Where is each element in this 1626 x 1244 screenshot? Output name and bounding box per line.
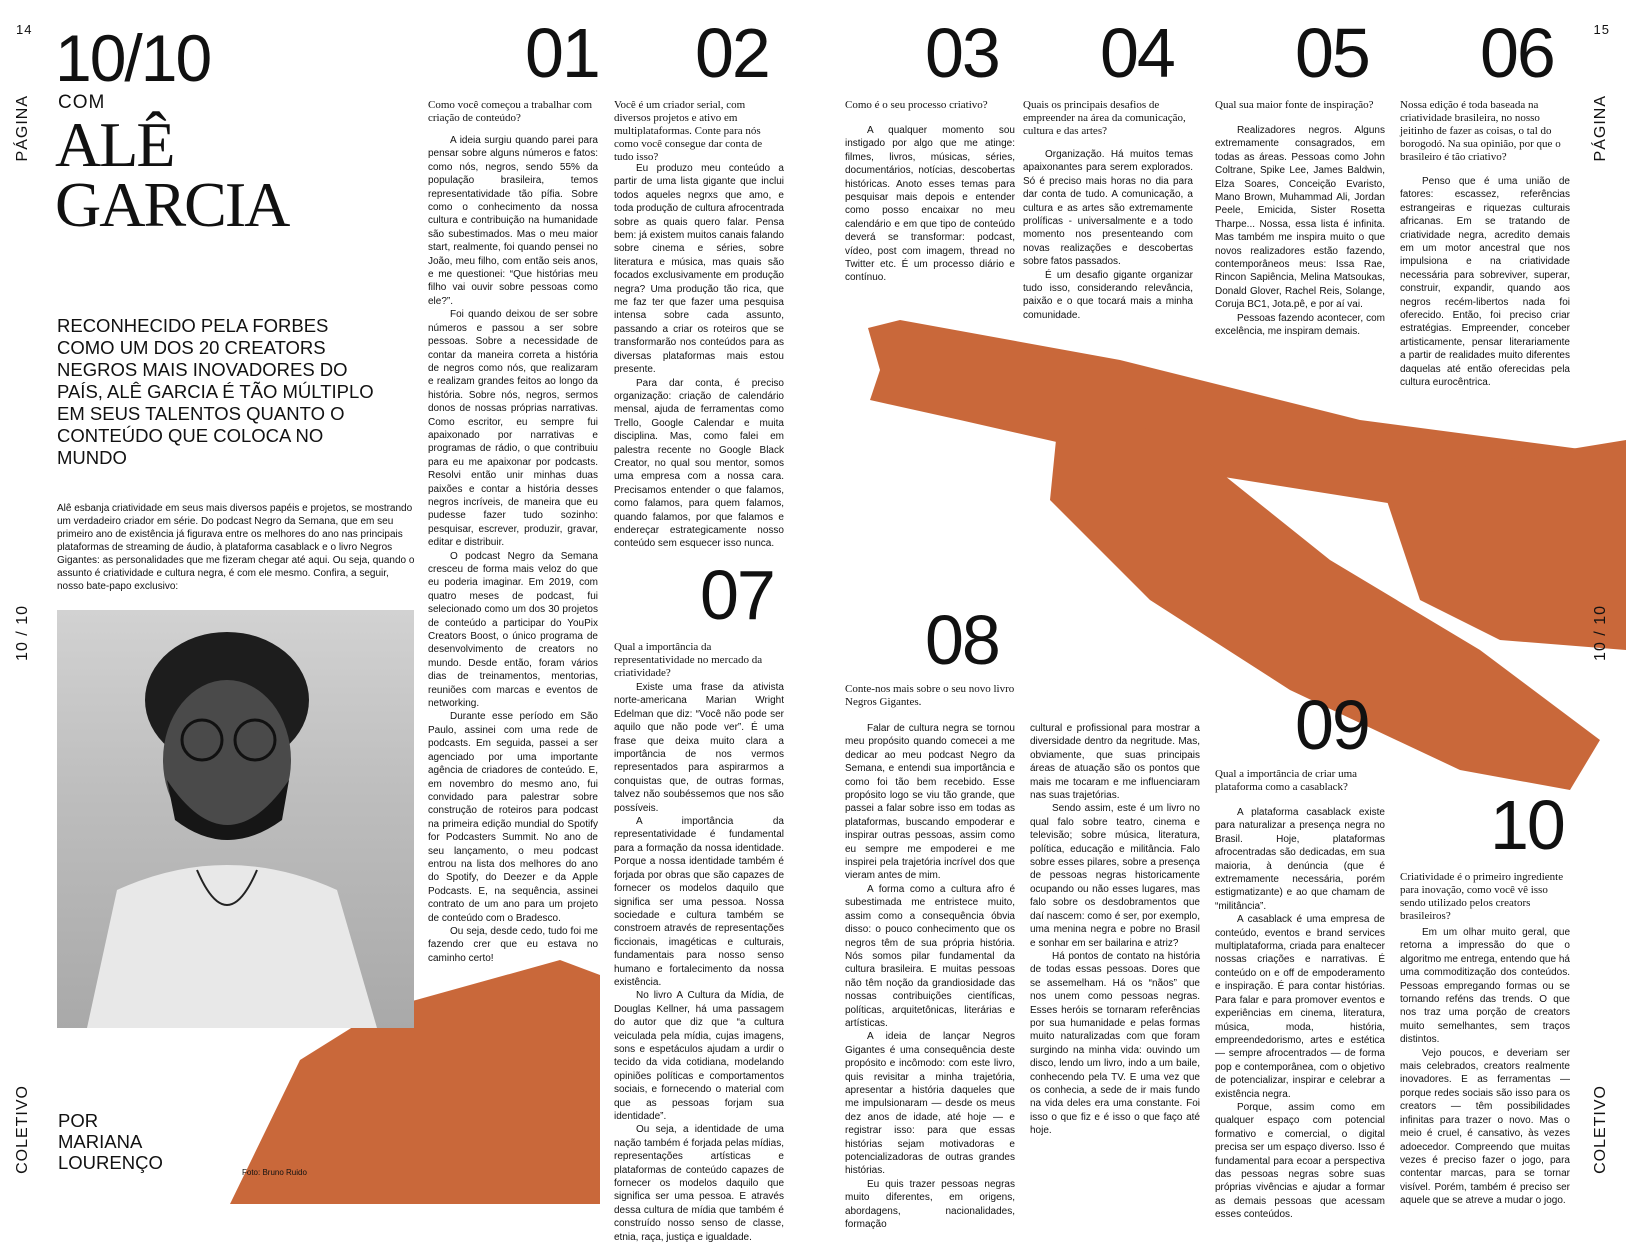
side-label-issue-left: 10 / 10	[14, 605, 31, 661]
question-01: Como você começou a trabalhar com criação de conteúdo?	[428, 99, 593, 124]
page-number-right: 15	[1593, 22, 1610, 37]
number-03: 03	[925, 14, 999, 92]
answer-10: Em um olhar muito geral, que retorna a impressão do que o algoritmo me entrega, entendo que há uma commoditização dos conteúdos. Pessoas empregando formas ou se tornando reféns das trends. O que nos traz uma porção de creators muito semelhantes, sem traços distintos. Vejo poucos, e deveriam ser mais celebrados, creators realmente inovadores. E as ferramentas — porque redes sociais são isso para os creators — têm possibilidades infinitas para trazer o novo. Mas o meio é cruel, é cansativo, às vezes adoecedor. Compreendo que muitas vezes é preciso fazer o jogo, para contentar marcas, para se tornar visível. Porém, também é preciso ser aquele que se atreve a mudar o jogo.	[1400, 927, 1570, 1207]
question-03: Como é o seu processo criativo?	[845, 99, 988, 111]
shirt-shape	[87, 865, 377, 1028]
title-prep: COM	[58, 92, 106, 113]
answer-06: Penso que é uma união de fatores: escassez, referências estrangeiras e riquezas culturais africanas. Em se tratando de criatividade negra, acredito demais em um motor ancestral que nos impulsiona e na criatividade necessária para sobreviver, superar, construir, expandir, quando aos negros recém-libertos nada foi oferecido. Então, foi preciso criar estratégias. Empreender, conceber artisticamente, pensar literariamente a partir de realidades muito diferentes daquelas até então oferecidas pela cultura eurocêntrica.	[1400, 176, 1570, 389]
number-02: 02	[695, 14, 769, 92]
answer-05: Realizadores negros. Alguns extremamente consagrados, em todas as áreas. Pessoas como John Coltrane, Spike Lee, James Baldwin, Elza Soares, Conceição Evaristo, Mano Brown, Muhammad Ali, Jordan Peele, Emicida, Sister Rosetta Tharpe... Nossa, essa lista é infinita. Mas também me inspira muito o que novos realizadores estão fazendo, contemporâneos meus: Issa Rae, Rincon Sapiência, Melina Matsoukas, Donald Glover, Rachel Reis, Solange, Coruja BC1, Jota.pê, e por aí vai. Pessoas fazendo acontecer, com excelência, me inspiram demais.	[1215, 125, 1385, 338]
subtitle: RECONHECIDO PELA FORBES COMO UM DOS 20 CREATORS NEGROS MAIS INOVADORES DO PAÍS, ALÊ GARCIA É TÃO MÚLTIPLO EM SEUS TALENTOS QUANTO O CONTEÚDO QUE COLOCA NO MUNDO	[57, 315, 374, 468]
answer-03: A qualquer momento sou instigado por algo que me atinge: filmes, livros, músicas, séries, documentários, notícias, descobertas históricas. Anoto esses temas para pesquisar mais depois e entender como posso encaixar no meu calendário e em que tipo de conteúdo deverá se transformar: podcast, vídeo, post com imagem, thread no Twitter etc. É um processo diário e contínuo.	[845, 125, 1015, 284]
side-label-page-left: PÁGINA	[14, 95, 31, 162]
intro-text: Alê esbanja criatividade em seus mais diversos papéis e projetos, se mostrando um verdadeiro criador em série. Do podcast Negro da Semana, que em seu primeiro ano de existência já figurava entre os melhores do ano nas principais plataformas de streaming de áudio, à plataforma casablack e o livro Negros Gigantes: as personalidades que me fizeram chegar até aqui. Ou seja, quando o assunto é criatividade e cultura negra, é com ele mesmo. Confira, a seguir, nosso bate-papo exclusivo:	[57, 503, 415, 592]
number-06: 06	[1480, 14, 1554, 92]
interviewee-name	[55, 109, 289, 240]
question-10: Criatividade é o primeiro ingrediente para inovação, como você vê isso sendo utilizado pelos creators brasileiros?	[1400, 871, 1564, 922]
name-line-2: GARCIA	[55, 169, 289, 240]
answer-01: A ideia surgiu quando parei para pensar sobre alguns números e fatos: como nós, negros, sendo 55% da população brasileira, temos representatividade tão pífia. Sobre como o conhecimento da nossa cultura e contribuição na humanidade são subestimados. Mas o meu maior start, realmente, foi quando pensei no João, meu filho, com então seis anos, e me questionei: “Que histórias meu filho vai ouvir sobre pessoas como ele?”. Foi quando deixou de ser sobre números e passou a ser sobre pessoas. Sobre a necessidade de contar da maneira correta a história de negros como nós, que realizaram e realizam grandes feitos ao longo da história. Sobre nós, negros, sermos donos de nossas próprias narrativas. Como escritor, eu sempre fui apaixonado por narrativas e programas de rádio, o que contribuiu para eu me apaixonar por podcasts. Resolvi então unir minhas duas paixões e contar a história desses negros incríveis, de maneira que eu pudesse fazer tudo sozinho: pesquisar, escrever, produzir, gravar, editar e distribuir. O podcast Negro da Semana cresceu de forma mais veloz do que eu poderia imaginar. Em 2019, com quatro meses de podcast, fui selecionado como um dos 30 projetos de conteúdo a participar do YouPix Creators Boost, o único programa de desenvolvimento de creators no mundo. Desde então, foram vários dias de treinamentos, mentorias, reuniões com marcas e eventos de networking. Durante esse período em São Paulo, assinei com uma rede de podcasts. Em seguida, passei a ser agenciado por uma importante agência de criadores de conteúdo. E, em novembro do mesmo ano, fui convidado para palestrar sobre construção de roteiros para podcast na primeira edição mundial do Spotify for Podcasters Summit. No ano de seu lançamento, o meu podcast entrou na lista dos melhores do ano do Spotify, do Deezer e da Apple Podcasts. E, na sequência, assinei contrato de um ano para um projeto de conteúdo com o Bradesco. Ou seja, desde cedo, tudo foi me fazendo crer que eu estava no caminho certo!	[428, 135, 598, 964]
question-09: Qual a importância de criar uma plataforma como a casablack?	[1215, 768, 1358, 793]
page-number-left: 14	[16, 22, 33, 37]
question-02: Você é um criador serial, com diversos projetos e ativo em multiplataformas. Conte para nós como você consegue dar conta de tudo isso?	[614, 99, 763, 163]
score-title: 10/10	[55, 21, 211, 95]
number-04: 04	[1100, 14, 1174, 92]
number-09: 09	[1295, 686, 1369, 764]
question-07: Qual a importância da representatividade no mercado da criatividade?	[614, 641, 763, 679]
question-06: Nossa edição é toda baseada na criatividade brasileira, no nosso jeitinho de fazer as coisas, o tal do borogodó. Na sua opinião, por que o brasileiro é tão criativo?	[1400, 99, 1561, 163]
portrait-photo	[57, 610, 414, 1028]
question-05: Qual sua maior fonte de inspiração?	[1215, 99, 1374, 111]
number-08: 08	[925, 601, 999, 679]
side-label-page-right: PÁGINA	[1592, 95, 1609, 162]
photo-credit: Foto: Bruno Ruido	[242, 1168, 307, 1177]
question-08: Conte-nos mais sobre o seu novo livro Negros Gigantes.	[845, 683, 1015, 708]
side-label-section-left: COLETIVO	[14, 1085, 31, 1174]
name-line-1: ALÊ	[55, 109, 174, 180]
answer-07: Existe uma frase da ativista norte-americana Marian Wright Edelman que diz: “Você não pode ser aquilo que não pode ver”. É uma frase que deixa muito clara a importância de nos vermos representados para aspirarmos a conquistas que, de outras formas, talvez não soubéssemos que nos são possíveis. A importância da representatividade é fundamental para a formação da nossa identidade. Porque a nossa identidade também é forjada por obras que são capazes de fornecer os modelos daquilo que significa ser uma pessoa. Nossa sociedade e cultura também se constroem através de representações ficcionais, imagéticas e culturais, fundamentais para nosso senso humano e fortalecimento da nossa existência. No livro A Cultura da Mídia, de Douglas Kellner, há uma passagem do autor que diz que “a cultura veiculada pela mídia, cujas imagens, sons e espetáculos ajudam a urdir o tecido da vida cotidiana, modelando opiniões políticas e comportamentos sociais, e fornecendo o material com que as pessoas forjam sua identidade”. Ou seja, a identidade de uma nação também é forjada pelas mídias, representações artísticas e plataformas de conteúdo capazes de fornecer os modelos daquilo que significa ser uma pessoa. E através dessa cultura de mídia que também é construído nosso senso de classe, etnia, raça, justiça e igualdade.	[614, 682, 784, 1243]
answer-08-col-2: cultural e profissional para mostrar a diversidade dentro da negritude. Mas, obviamente, que suas principais áreas de atuação são os pontos que mais me tocaram e me influenciaram nas suas trajetórias. Sendo assim, este é um livro no qual falo sobre teatro, cinema e televisão; sobre música, literatura, política, educação e militância. Falo sobre esses pilares, sobre a presença de pessoas negras historicamente ocupando ou não esses lugares, mas falo sobre os desdobramentos que daí nascem: como é ser, por exemplo, uma menina negra e pobre no Brasil e sonhar em ser bailarina e atriz? Há pontos de contato na história de todas essas pessoas. Dores que se assemelham. Há os “nãos” que nos unem como pessoas negras. Esses heróis se tornaram referências por sua humanidade e pelas formas muito naturalizadas com que foram surgindo na minha vida: ouvindo um disco, lendo um livro, indo a um baile, conhecendo pela TV. E uma vez que os conhecia, a sede de ir mais fundo na vida deles era uma constante. Foi isso o que fiz e é isso o que faço até hoje.	[1030, 723, 1200, 1137]
number-07: 07	[700, 556, 774, 634]
answer-02: Eu produzo meu conteúdo a partir de uma lista gigante que inclui todos aqueles negrxs que amo, e toda produção de cultura afrocentrada sobre as quais quero falar. Pensa bem: já existem muitos canais falando sobre cinema e séries, sobre literatura e música, mas quais são focados exclusivamente em produção negra? Uma produção tão rica, que me faz ter que fazer uma pesquisa intensa sobre cada assunto, passando a criar os roteiros que se transformarão nos conteúdos para as diversas plataformas mais estou presente. Para dar conta, é preciso organização: criação de calendário mensal, ajuda de ferramentas como Trello, Google Calendar e muita disciplina. Mas, como falei em palestra recente no Google Black Creator, no qual sou mentor, somos uma empresa com a nossa cara. Precisamos entender o que falamos, como falamos, para quem falamos, quando falamos, por que falamos e endereçar estrategicamente nosso conteúdo sem esquecer isso nunca.	[614, 163, 784, 550]
answer-09: A plataforma casablack existe para naturalizar a presença negra no Brasil. Hoje, plataformas afrocentradas são dedicadas, em sua maioria, à denúncia (que é extremamente necessária, porém estigmatizante) e ao que chamam de “militância”. A casablack é uma empresa de conteúdo, eventos e brand services multiplataforma, criada para enaltecer nossas criações e narrativas. É conteúdo on e off de empoderamento e inspiração. É para contar histórias. Para falar e para promover eventos e experiências em cinema, literatura, música, moda, história, empreendedorismo, artes e estética — sempre afrocentrados — de forma pop e contemporânea, com o objetivo de potencializar, inspirar e celebrar a existência negra. Porque, assim como em qualquer espaço com potencial formativo e comercial, o digital precisa ser um espaço diverso. Isso é fundamental para ecoar a perspectiva das pessoas negras sobre suas próprias vivências e ajudar a formar as demais pessoas que acessam esses conteúdos.	[1215, 807, 1385, 1221]
answer-08-col-1: Falar de cultura negra se tornou meu propósito quando comecei a me dedicar ao meu podcast Negro da Semana, e entendi sua importância e como foi tão bem recebido. Esse propósito logo se viu tão grande, que passei a falar sobre isso em todas as plataformas, buscando empoderar e inspirar outras pessoas, assim como eu sempre me empoderei e me inspirei pela trajetória incrível dos que vieram antes de mim. A forma como a cultura afro é subestimada me entristece muito, assim como a consequência óbvia disso: o pouco conhecimento que os negros têm de sua própria história. Nós somos pilar fundamental da cultura brasileira. E muitas pessoas não têm noção da grandiosidade das nossas contribuições científicas, políticas, arquitetônicas, literárias e artísticas. A ideia de lançar Negros Gigantes é uma consequência deste propósito e incômodo: com este livro, quis revisitar a minha trajetória, apresentar a história daqueles que me impulsionaram — desde os meus dez anos de idade, até hoje — e registrar isso: para que essas histórias sejam motivadoras e potencializadoras de outras grandes histórias. Eu quis trazer pessoas negras muito diferentes, em origens, abordagens, nacionalidades, formação	[845, 723, 1015, 1231]
question-04: Quais os principais desafios de empreender na área da comunicação, cultura e das artes?	[1023, 99, 1186, 137]
number-05: 05	[1295, 14, 1369, 92]
number-01: 01	[525, 14, 599, 92]
side-label-issue-right: 10 / 10	[1592, 605, 1609, 661]
byline: POR MARIANA LOURENÇO	[58, 1110, 163, 1173]
number-10: 10	[1490, 786, 1564, 864]
side-label-section-right: COLETIVO	[1592, 1085, 1609, 1174]
answer-04: Organização. Há muitos temas apaixonantes para serem explorados. Só é preciso mais horas no dia para dar conta de tudo. A comunicação, a cultura e as artes são extremamente prolíficas - universalmente e a todo momento nos presenteando com novas realizações e descobertas sobre fatos passados. É um desafio gigante organizar tudo isso, considerando relevância, paixão e o que tocará mais a minha comunidade.	[1023, 149, 1193, 321]
